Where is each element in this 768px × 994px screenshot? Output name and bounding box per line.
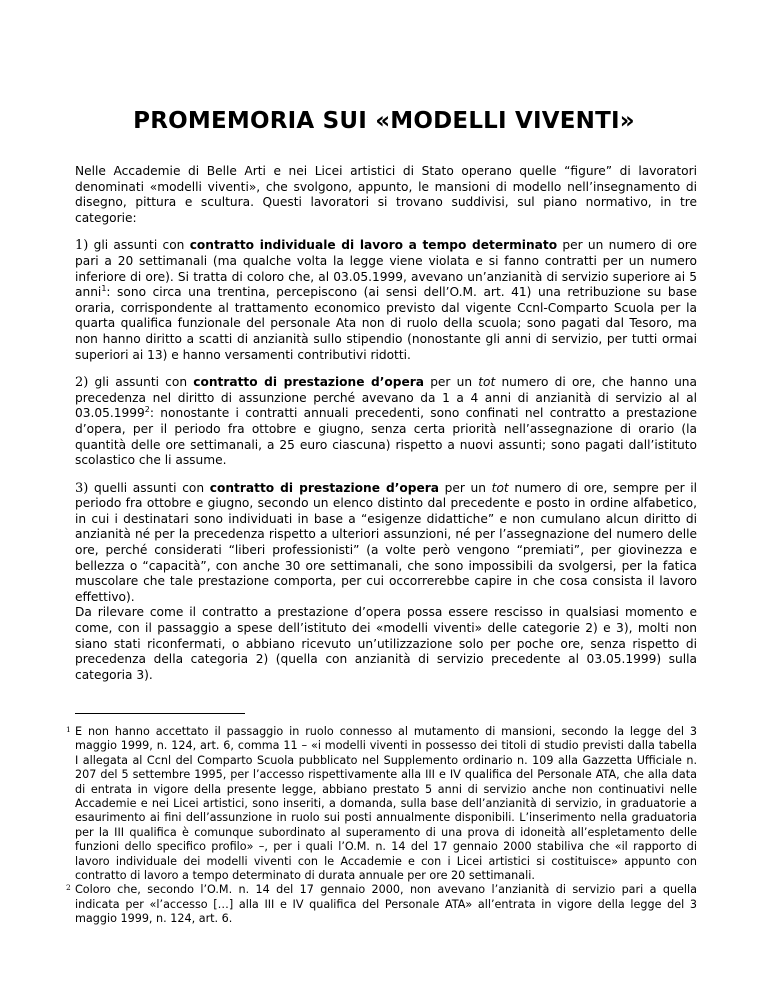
intro-paragraph: Nelle Accademie di Belle Arti e nei Licei artistici di Stato operano quelle “figure” di lavoratori denominati «modelli viventi», che svolgono, appunto, le mansioni di modello nell’insegnamento di disegno, pittura e scultura. Questi lavoratori si trovano suddivisi, sul piano normativo, in tre categorie: [75,164,697,225]
category-number: 1) [75,238,89,254]
category-text-continued: : nonostante i contratti annuali precedenti, sono confinati nel contratto a prestazione d’opera, per il periodo fra ottobre e giugno, senza certa priorità nell’assegnazione di orario (la quantità delle ore settimanali, a 25 euro ciascuna) rispetto a nuovi assunti; sono pagati dall’istituto scolastico che li assume. [75,406,697,468]
category-text: numero di ore, che hanno una precedenza nel diritto di assunzione perché avevano da 1 a 4 anni di anzianità di servizio al al 03.05.1999 [75,375,698,421]
footnote-ref[interactable]: 2 [144,405,150,415]
category-text: per un numero di ore pari a 20 settimanali (ma qualche volta la legge viene violata e si fanno contratti per un numero inferiore di ore). Si tratta di coloro che, al 03.05.1999, avevano un’anzianità di servizio superiore ai 5 anni [75,238,698,300]
category-lead: quelli assunti con [94,480,205,495]
italic-term: tot [478,375,496,390]
contract-type-highlight: contratto individuale di lavoro a tempo determinato [189,238,558,253]
contract-type-highlight: contratto di prestazione d’opera [193,375,424,390]
category-lead: gli assunti con [94,375,188,390]
footnote-text: E non hanno accettato il passaggio in ruolo connesso al mutamento di mansioni, secondo la legge del 3 maggio 1999, n. 124, art. 6, comma 11 – «i modelli viventi in possesso dei titoli di studio previsti dalla tabella I allegata al Ccnl del Comparto Scuola pubblicato nel Supplemento ordinario n. 109 alla Gazzetta Ufficiale n. 207 del 5 settembre 1995, per l’accesso rispettivamente alla III e IV qualifica del Personale ATA, che alla data di entrata in vigore della presente legge, abbiano prestato 5 anni di servizio anche non continuativi nelle Accademie e nei Licei artistici, sono inseriti, a domanda, sulla base dell’anzianità di servizio, in graduatorie a esaurimento ai fini dell’assunzione in ruolo sui posti annualmente disponibili. L’inserimento nella graduatoria per la III qualifica è comunque subordinato al superamento di una prova di idoneità all’espletamento delle funzioni dello specifico profilo» –, per i quali l’O.M. n. 14 del 17 gennaio 2000 stabiliva che «il rapporto di lavoro individuale dei modelli viventi con le Accademie e con i Licei artistici si costituisce» appunto con contratto di lavoro a tempo determinato di durata annuale per ore 20 settimanali. [75,725,697,883]
footnotes-section [66,713,697,927]
category-text: numero di ore, sempre per il periodo fra ottobre e giugno, secondo un elenco distinto dal precedente e posto in ordine alfabetico, in cui i destinatari sono individuati in base a “esigenze didattiche” e non cumulano alcun diritto di anzianità né per la precedenza rispetto a ulteriori assunzioni, né per l’assegnazione del numero delle ore, perché considerati “liberi professionisti” (a volte però vengono “premiati”, per giovinezza e bellezza o “capacità”, con anche 30 ore settimanali, che sono impossibili da svolgersi, per la fatica muscolare che tale prestazione comporta, per cui occorrerebbe capire in che cosa consista il lavoro effettivo). [75,480,698,604]
footnote-1 [66,725,697,883]
footnote-mark: 1 [66,725,71,734]
footnote-2 [66,883,697,926]
category-pre-italic: per un [430,375,473,390]
contract-type-highlight: contratto di prestazione d’opera [209,480,439,495]
category-1-paragraph [75,238,697,363]
category-number: 3) [75,480,89,496]
footnote-mark: 2 [66,883,71,893]
category-pre-italic: per un [444,480,486,495]
closing-paragraph: Da rilevare come il contratto a prestazione d’opera possa essere rescisso in qualsiasi momento e come, con il passaggio a spese dell’istituto dei «modelli viventi» delle categorie 2) e 3), molti non siano stati riconfermati, o abbiano ricevuto un’utilizzazione solo per poche ore, senza rispetto di precedenza della categoria 2) (quella con anzianità di servizio precedente al 03.05.1999) sulla categoria 3). [75,605,697,682]
footnote-separator [75,713,245,714]
italic-term: tot [491,480,509,495]
document-body [75,164,697,695]
category-text-continued: : sono circa una trentina, percepiscono (ai sensi dell’O.M. art. 41) una retribuzione su base oraria, corrispondente al trattamento economico previsto dal vigente Ccnl-Comparto Scuola per la quarta qualifica funzionale del personale Ata non di ruolo della scuola; sono pagati dal Tesoro, ma non hanno diritto a scatti di anzianità sullo stipendio (nonostante gli anni di servizio, per tutti ormai superiori ai 13) e hanno versamenti contributivi ridotti. [75,285,697,362]
footnote-ref[interactable]: 1 [101,284,107,294]
category-number: 2) [75,375,89,391]
document-title: PROMEMORIA SUI «MODELLI VIVENTI» [133,108,635,134]
category-3-paragraph [75,481,697,606]
category-lead: gli assunti con [93,238,185,253]
category-2-paragraph [75,375,697,469]
footnote-text: Coloro che, secondo l’O.M. n. 14 del 17 gennaio 2000, non avevano l’anzianità di servizio pari a quella indicata per «l’accesso […] alla III e IV qualifica del Personale ATA» all’entrata in vigore della legge del 3 maggio 1999, n. 124, art. 6. [75,883,697,926]
